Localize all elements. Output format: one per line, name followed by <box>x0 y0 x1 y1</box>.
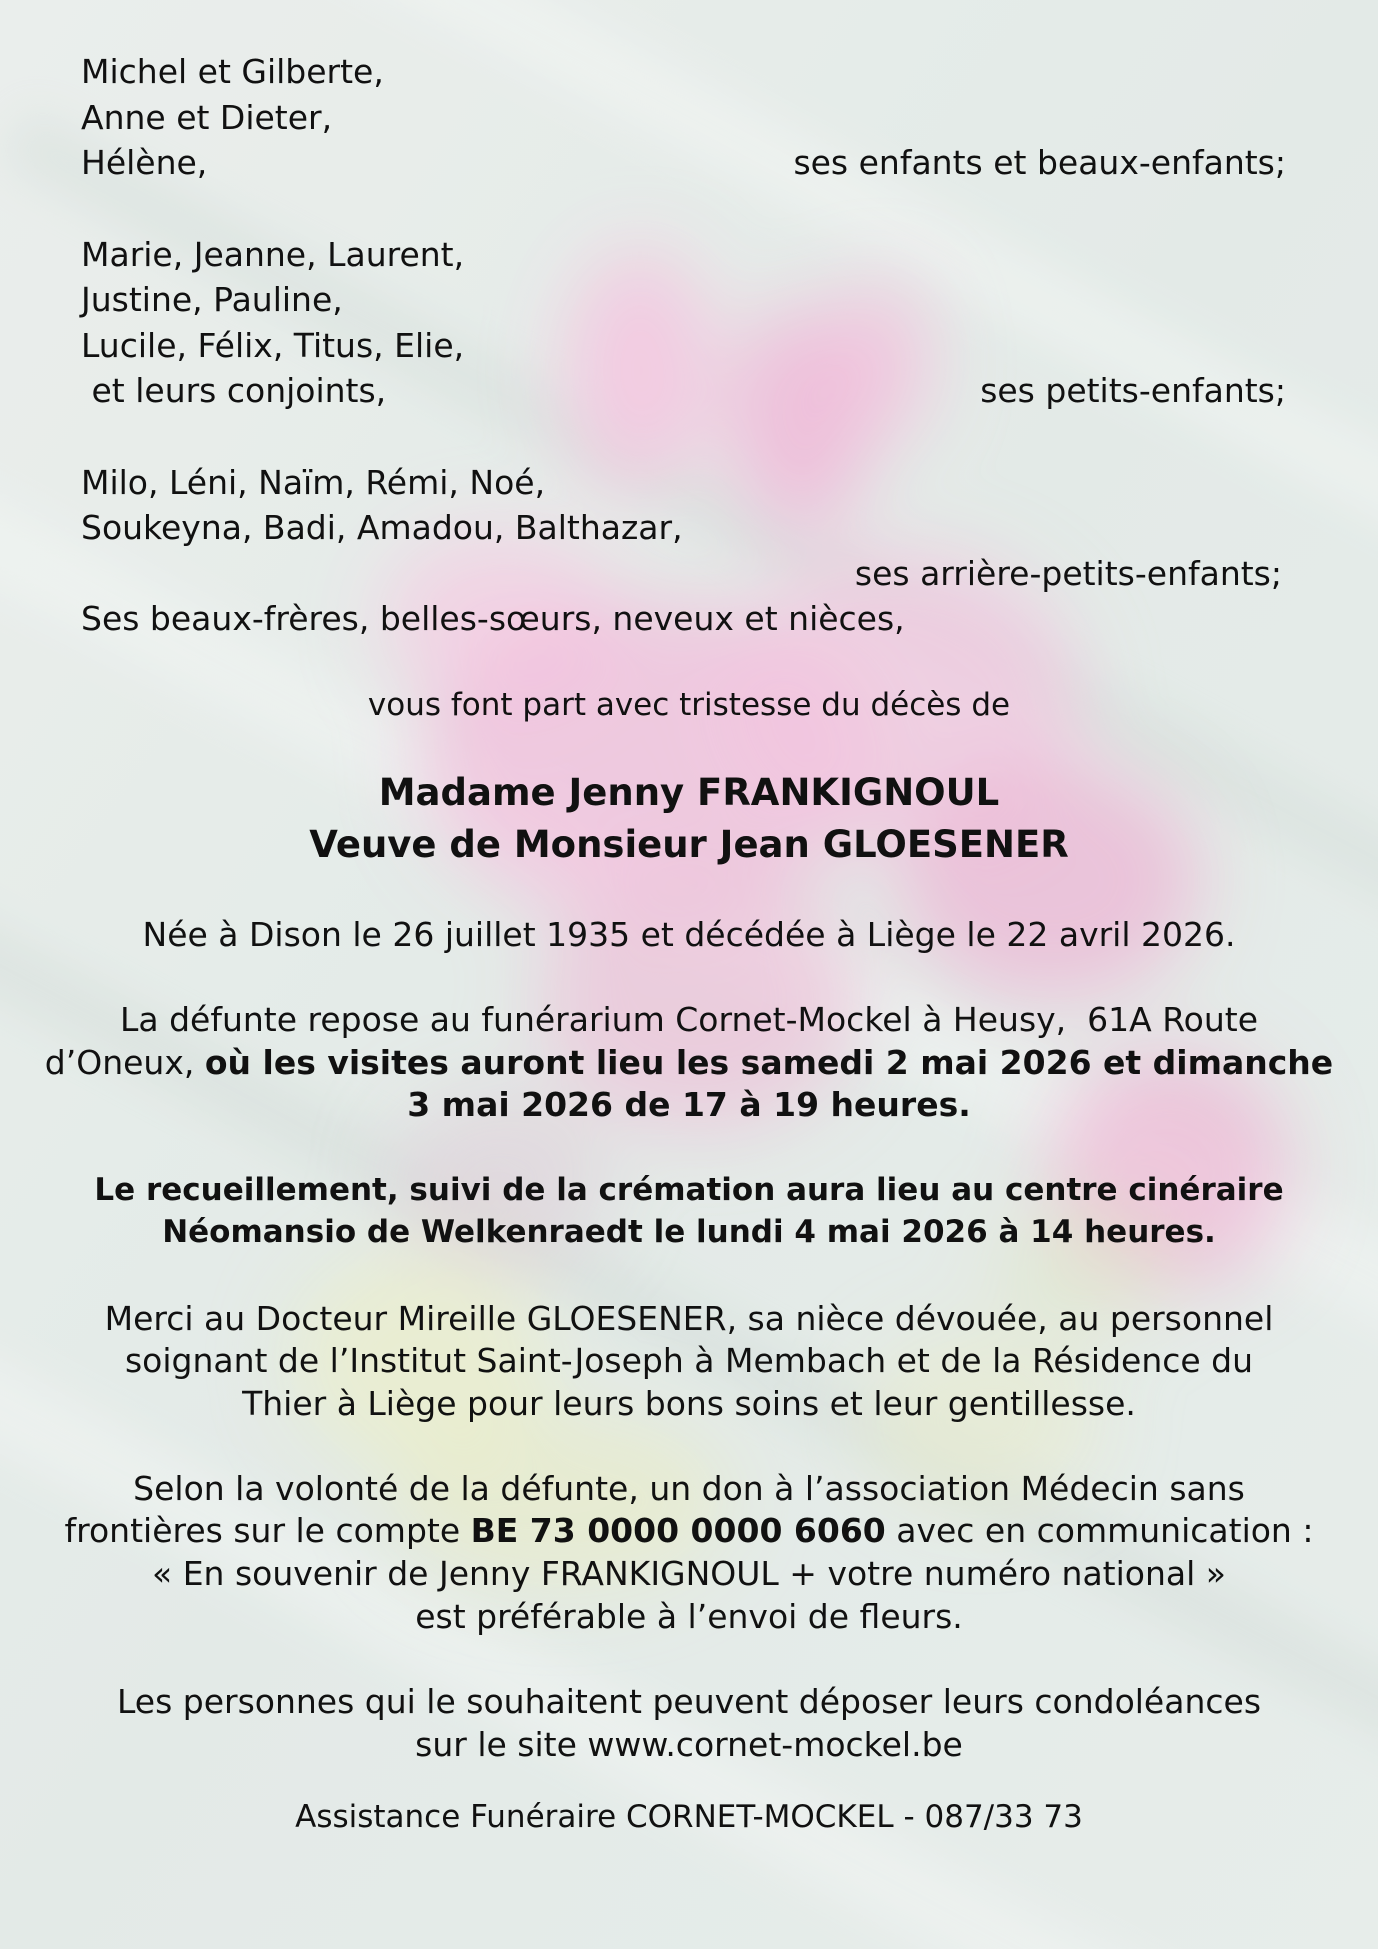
family-grandchildren-line-2: Justine, Pauline, <box>81 280 343 319</box>
donation-line-1: Selon la volonté de la défunte, un don à l’association Médecin sans <box>133 1469 1245 1508</box>
donation-account-number: BE 73 0000 0000 6060 <box>470 1511 886 1550</box>
ceremony-line-1: Le recueillement, suivi de la crémation aura lieu au centre cinéraire <box>94 1172 1284 1208</box>
deceased-name: Madame Jenny FRANKIGNOUL <box>378 771 1000 814</box>
family-children-line-2: Anne et Dieter, <box>81 98 333 137</box>
visitation-line-2-bold: où les visites auront lieu les samedi 2 mai 2026 et dimanche <box>204 1043 1334 1082</box>
announcement-line: vous font part avec tristesse du décès de <box>367 687 1011 723</box>
family-grandchildren-line-1: Marie, Jeanne, Laurent, <box>81 235 465 274</box>
children-role-label: ses enfants et beaux-enfants; <box>793 143 1286 182</box>
donation-line-4: est préférable à l’envoi de fleurs. <box>415 1597 963 1636</box>
donation-line-3: « En souvenir de Jenny FRANKIGNOUL + votre numéro national » <box>152 1554 1226 1593</box>
birth-death-line: Née à Dison le 26 juillet 1935 et décédée à Liège le 22 avril 2026. <box>142 915 1236 954</box>
visitation-line-2 <box>0 1040 1378 1085</box>
grandchildren-role-label: ses petits-enfants; <box>980 371 1286 410</box>
family-great-grandchildren-line-2: Soukeyna, Badi, Amadou, Balthazar, <box>81 508 683 547</box>
family-grandchildren-line-3: Lucile, Félix, Titus, Elie, <box>81 326 465 365</box>
family-children-line-1: Michel et Gilberte, <box>81 52 384 91</box>
visitation-line-3: 3 mai 2026 de 17 à 19 heures. <box>407 1085 971 1124</box>
family-others-line: Ses beaux-frères, belles-sœurs, neveux et nièces, <box>81 599 905 638</box>
family-children-line-3: Hélène, <box>81 143 208 182</box>
visitation-line-1: La défunte repose au funérarium Cornet-Mockel à Heusy, 61A Route <box>119 1000 1259 1039</box>
deceased-spouse-line: Veuve de Monsieur Jean GLOESENER <box>309 823 1069 866</box>
donation-line-2-after: avec en communication : <box>885 1511 1314 1550</box>
thanks-line-3: Thier à Liège pour leurs bons soins et leur gentillesse. <box>242 1384 1136 1423</box>
thanks-line-1: Merci au Docteur Mireille GLOESENER, sa nièce dévouée, au personnel <box>104 1299 1274 1338</box>
condolences-line-2: sur le site www.cornet-mockel.be <box>415 1725 963 1764</box>
visitation-line-2-normal: d’Oneux, <box>44 1043 205 1082</box>
donation-line-2-before: frontières sur le compte <box>64 1511 471 1550</box>
donation-line-2 <box>0 1508 1378 1553</box>
family-grandchildren-line-4: et leurs conjoints, <box>81 371 387 410</box>
footer-funeral-home: Assistance Funéraire CORNET-MOCKEL - 087/33 73 <box>295 1799 1083 1835</box>
great-grandchildren-role-label: ses arrière-petits-enfants; <box>854 554 1282 593</box>
thanks-line-2: soignant de l’Institut Saint-Joseph à Membach et de la Résidence du <box>124 1341 1254 1380</box>
ceremony-line-2: Néomansio de Welkenraedt le lundi 4 mai 2026 à 14 heures. <box>162 1214 1216 1250</box>
condolences-line-1: Les personnes qui le souhaitent peuvent déposer leurs condoléances <box>116 1682 1262 1721</box>
family-great-grandchildren-line-1: Milo, Léni, Naïm, Rémi, Noé, <box>81 463 546 502</box>
